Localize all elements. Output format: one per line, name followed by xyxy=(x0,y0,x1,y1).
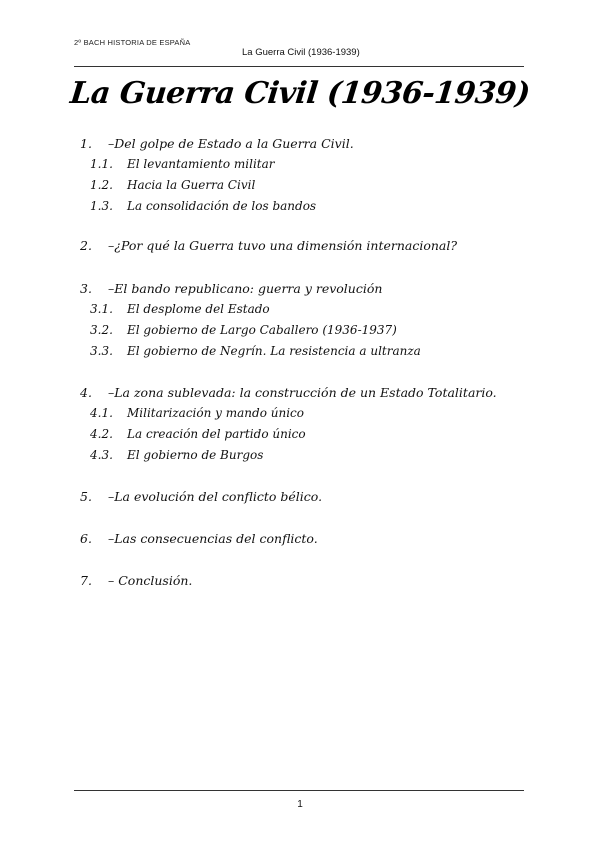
toc-subsection-text: La creación del partido único xyxy=(127,427,306,441)
toc-section-number: 4. xyxy=(80,385,92,400)
toc-subsection-number: 3.3. xyxy=(90,344,113,358)
toc-section-number: 6. xyxy=(80,531,92,546)
toc-section-number: 7. xyxy=(80,573,92,588)
page-title: La Guerra Civil (1936-1939) xyxy=(68,76,532,111)
toc-section-number: 5. xyxy=(80,489,92,504)
toc-subsection-number: 4.1. xyxy=(90,406,113,420)
toc-subsection-text: El gobierno de Negrín. La resistencia a ultranza xyxy=(127,344,421,358)
toc-subsection-number: 1.3. xyxy=(90,199,113,213)
toc-subsection-text: La consolidación de los bandos xyxy=(127,199,317,213)
toc-subsection-number: 3.1. xyxy=(90,302,113,316)
toc-subsection-number: 4.2. xyxy=(90,427,113,441)
toc-subsection-text: El gobierno de Largo Caballero (1936-1937) xyxy=(127,323,397,337)
toc-section-text: – Conclusión. xyxy=(108,573,193,588)
page-number: 1 xyxy=(297,799,303,810)
toc-section-number: 2. xyxy=(80,238,92,253)
toc-subsection-text: El gobierno de Burgos xyxy=(127,448,264,462)
toc-section-text: –Del golpe de Estado a la Guerra Civil. xyxy=(108,136,354,151)
toc-section-number: 3. xyxy=(80,281,92,296)
toc-section-text: –La evolución del conflicto bélico. xyxy=(108,489,323,504)
toc-section-text: –El bando republicano: guerra y revolución xyxy=(108,281,383,296)
toc-section-text: –Las consecuencias del conflicto. xyxy=(108,531,318,546)
toc-subsection-number: 1.2. xyxy=(90,178,113,192)
header-rule xyxy=(74,66,524,67)
toc-subsection-number: 4.3. xyxy=(90,448,113,462)
toc-subsection-text: Hacia la Guerra Civil xyxy=(127,178,256,192)
header-course: 2º BACH HISTORIA DE ESPAÑA xyxy=(74,38,191,47)
toc-subsection-number: 3.2. xyxy=(90,323,113,337)
toc-section-text: –La zona sublevada: la construcción de un Estado Totalitario. xyxy=(108,385,497,400)
toc-section-number: 1. xyxy=(80,136,92,151)
toc-subsection-text: El desplome del Estado xyxy=(127,302,270,316)
toc-subsection-number: 1.1. xyxy=(90,157,113,171)
header-doc-title: La Guerra Civil (1936-1939) xyxy=(242,47,360,58)
toc-subsection-text: El levantamiento militar xyxy=(127,157,275,171)
toc-subsection-text: Militarización y mando único xyxy=(127,406,304,420)
toc-section-text: –¿Por qué la Guerra tuvo una dimensión internacional? xyxy=(108,238,458,253)
footer-rule xyxy=(74,790,524,791)
